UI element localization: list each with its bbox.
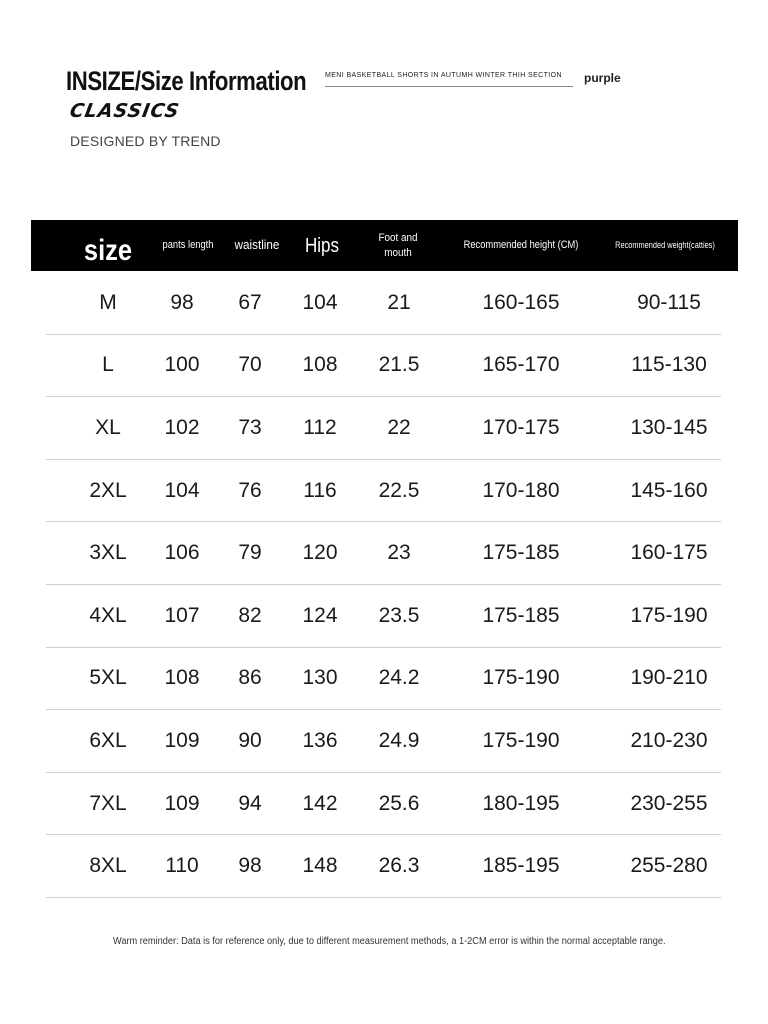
cell-height: 175-190 [482,666,560,690]
cell-waistline: 67 [238,290,262,314]
cell-size: 5XL [89,666,127,690]
cell-pants-length: 109 [164,791,200,815]
column-header-foot-mouth-line2: mouth [384,246,412,259]
column-header-pants-length: pants length [162,239,214,252]
cell-waistline: 90 [238,728,262,752]
cell-pants-length: 98 [170,290,194,314]
cell-weight: 230-255 [630,791,708,815]
cell-hips: 120 [302,541,338,565]
cell-foot-mouth: 24.9 [378,728,420,752]
table-row [46,710,721,773]
cell-foot-mouth: 23 [387,541,411,565]
cell-height: 165-170 [482,353,560,377]
column-header-foot-mouth [372,220,424,271]
cell-pants-length: 100 [164,353,200,377]
cell-weight: 130-145 [630,415,708,439]
cell-foot-mouth: 24.2 [378,666,420,690]
cell-weight: 145-160 [630,478,708,502]
cell-pants-length: 102 [164,415,200,439]
page-title: INSIZE/Size Information [66,66,307,96]
cell-pants-length: 106 [164,541,200,565]
product-subtitle: MENI BASKETBALL SHORTS IN AUTUMH WINTER THIH SECTION [325,72,573,87]
cell-height: 160-165 [482,290,560,314]
color-label: purple [584,71,621,85]
cell-size: XL [95,415,121,439]
designed-by-tagline: DESIGNED BY TREND [70,133,221,149]
cell-foot-mouth: 22 [387,415,411,439]
cell-hips: 104 [302,290,338,314]
column-header-size: size [83,234,133,267]
cell-height: 180-195 [482,791,560,815]
table-header [31,220,738,271]
cell-waistline: 70 [238,353,262,377]
cell-weight: 210-230 [630,728,708,752]
cell-foot-mouth: 21.5 [378,353,420,377]
cell-waistline: 98 [238,854,262,878]
cell-waistline: 73 [238,415,262,439]
cell-pants-length: 104 [164,478,200,502]
cell-height: 175-185 [482,541,560,565]
cell-height: 170-175 [482,415,560,439]
table-row [46,585,721,648]
cell-hips: 142 [302,791,338,815]
cell-weight: 190-210 [630,666,708,690]
cell-foot-mouth: 21 [387,290,411,314]
cell-height: 175-190 [482,728,560,752]
cell-waistline: 79 [238,541,262,565]
cell-waistline: 86 [238,666,262,690]
cell-foot-mouth: 23.5 [378,603,420,627]
table-row [46,335,721,398]
cell-size: M [99,290,117,314]
cell-size: 2XL [89,478,127,502]
cell-hips: 116 [303,478,337,502]
cell-hips: 124 [302,603,338,627]
column-header-foot-mouth-line1: Foot and [378,232,418,245]
table-row [46,835,721,898]
cell-height: 185-195 [482,854,560,878]
size-table-body [46,272,721,898]
column-header-recommended-height: Recommended height (CM) [463,239,579,252]
cell-height: 175-185 [482,603,560,627]
cell-pants-length: 109 [164,728,200,752]
warm-reminder-note: Warm reminder: Data is for reference only, due to different measurement methods, a 1-2CM error is within the normal acceptable range. [113,936,666,947]
cell-waistline: 82 [238,603,262,627]
cell-weight: 90-115 [637,290,701,314]
brand-script-logo: CLASSICS [68,100,182,122]
cell-pants-length: 107 [164,603,200,627]
cell-weight: 160-175 [630,541,708,565]
cell-size: 3XL [89,541,127,565]
cell-size: L [102,353,114,377]
column-header-hips: Hips [304,234,339,257]
cell-foot-mouth: 22.5 [378,478,420,502]
cell-waistline: 76 [238,478,262,502]
cell-hips: 112 [303,415,337,439]
cell-size: 7XL [89,791,127,815]
table-row [46,272,721,335]
cell-hips: 136 [302,728,338,752]
cell-hips: 108 [302,353,338,377]
cell-size: 6XL [89,728,127,752]
cell-hips: 130 [302,666,338,690]
cell-size: 4XL [89,603,127,627]
column-header-waistline: waistline [234,237,280,253]
table-row [46,460,721,523]
column-header-recommended-weight: Recommended weight(catties) [615,239,715,250]
cell-foot-mouth: 26.3 [378,854,420,878]
cell-waistline: 94 [238,791,262,815]
table-row [46,397,721,460]
table-row [46,648,721,711]
cell-pants-length: 110 [165,854,199,878]
cell-weight: 175-190 [630,603,708,627]
cell-foot-mouth: 25.6 [378,791,420,815]
cell-height: 170-180 [482,478,560,502]
cell-size: 8XL [89,854,127,878]
cell-hips: 148 [302,854,338,878]
cell-weight: 255-280 [630,854,708,878]
table-row [46,773,721,836]
cell-pants-length: 108 [164,666,200,690]
cell-weight: 115-130 [631,353,707,377]
table-row [46,522,721,585]
